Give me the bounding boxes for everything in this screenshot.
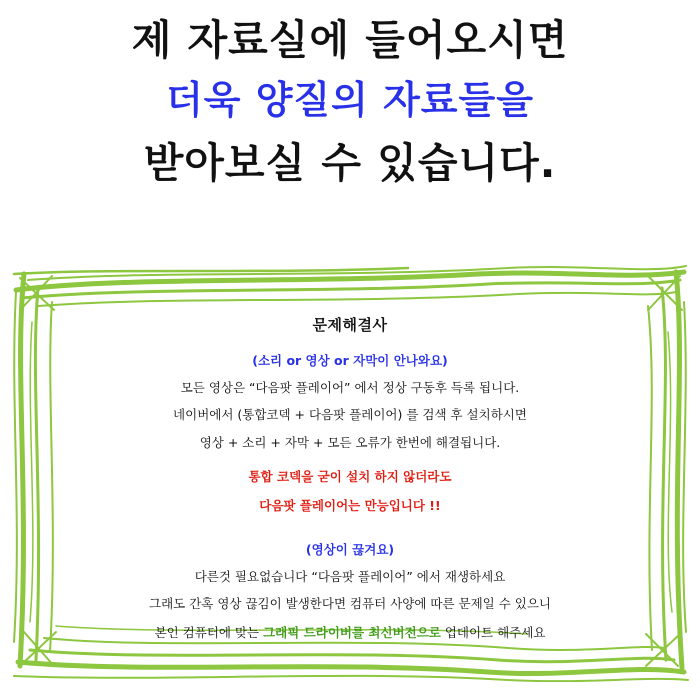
- green-sketch-frame: [8, 262, 692, 682]
- section2-last-line: [58, 623, 642, 641]
- section1-line-3: 영상 + 소리 + 자막 + 모든 오류가 한번에 해결됩니다.: [199, 434, 501, 450]
- headline-line-1: 제 자료실에 들어오시면: [131, 16, 569, 64]
- headline-line-3: 받아보실 수 있습니다.: [143, 139, 557, 188]
- section2-last-prefix: 본인 컴퓨터에 맞는: [154, 625, 264, 641]
- section2-last-highlight: 그래픽 드라이버를 최신버전으로: [263, 625, 441, 641]
- section1-line-2: 네이버에서 (통합코덱 + 다음팟 플레이어) 를 검색 후 설치하시면: [173, 407, 527, 423]
- section1-emphasis-1: 통합 코덱을 굳이 설치 하지 않더라도: [248, 468, 452, 484]
- panel-title: 문제해결사: [312, 316, 388, 334]
- section1-emphasis-2: 다음팟 플레이어는 만능입니다 !!: [259, 497, 441, 513]
- headline-line-2: 더욱 양질의 자료들을: [166, 78, 534, 123]
- panel-content: [58, 314, 642, 641]
- section2-line-2: 그래도 간혹 영상 끊김이 발생한다면 컴퓨터 사양에 따른 문제일 수 있으니: [149, 596, 551, 611]
- section1-line-1: 모든 영상은 “다음팟 플레이어” 에서 정상 구동후 득록 됩니다.: [180, 380, 520, 395]
- section1-heading: (소리 or 영상 or 자막이 안나와요): [252, 353, 448, 368]
- section2-heading: (영상이 끊겨요): [305, 541, 395, 557]
- section2-last-suffix: 업데이트 해주세요: [440, 625, 546, 641]
- headline-block: [0, 14, 700, 190]
- section2-line-1: 다른것 필요없습니다 “다음팟 플레이어” 에서 재생하세요: [194, 568, 506, 584]
